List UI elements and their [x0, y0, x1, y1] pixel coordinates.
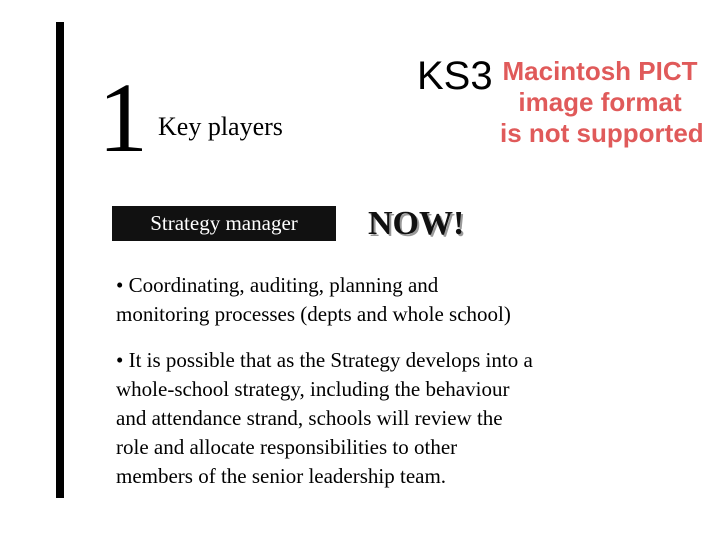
- placeholder-line: is not supported: [500, 118, 704, 148]
- bullet-line: • Coordinating, auditing, planning and: [116, 273, 439, 297]
- bullet-line: members of the senior leadership team.: [116, 464, 447, 488]
- bullet-item: [116, 271, 511, 329]
- slide-subtitle: Key players: [158, 112, 283, 141]
- bullet-line: monitoring processes (depts and whole school): [116, 302, 511, 326]
- slide-number: 1: [98, 62, 148, 173]
- bullet-line: role and allocate responsibilities to other: [116, 435, 458, 459]
- accent-bar: [56, 22, 64, 498]
- placeholder-line: Macintosh PICT: [502, 56, 698, 86]
- bullet-line: • It is possible that as the Strategy develops into a: [116, 348, 533, 372]
- emphasis-text: NOW!: [368, 205, 465, 242]
- unsupported-image-placeholder: [500, 56, 704, 156]
- slide-heading: KS3: [417, 54, 493, 98]
- placeholder-line: image format: [518, 87, 682, 117]
- bullet-line: and attendance strand, schools will review the: [116, 406, 503, 430]
- bullet-line: whole-school strategy, including the behaviour: [116, 377, 510, 401]
- bullet-item: [116, 346, 533, 491]
- role-label-box: Strategy manager: [112, 206, 336, 241]
